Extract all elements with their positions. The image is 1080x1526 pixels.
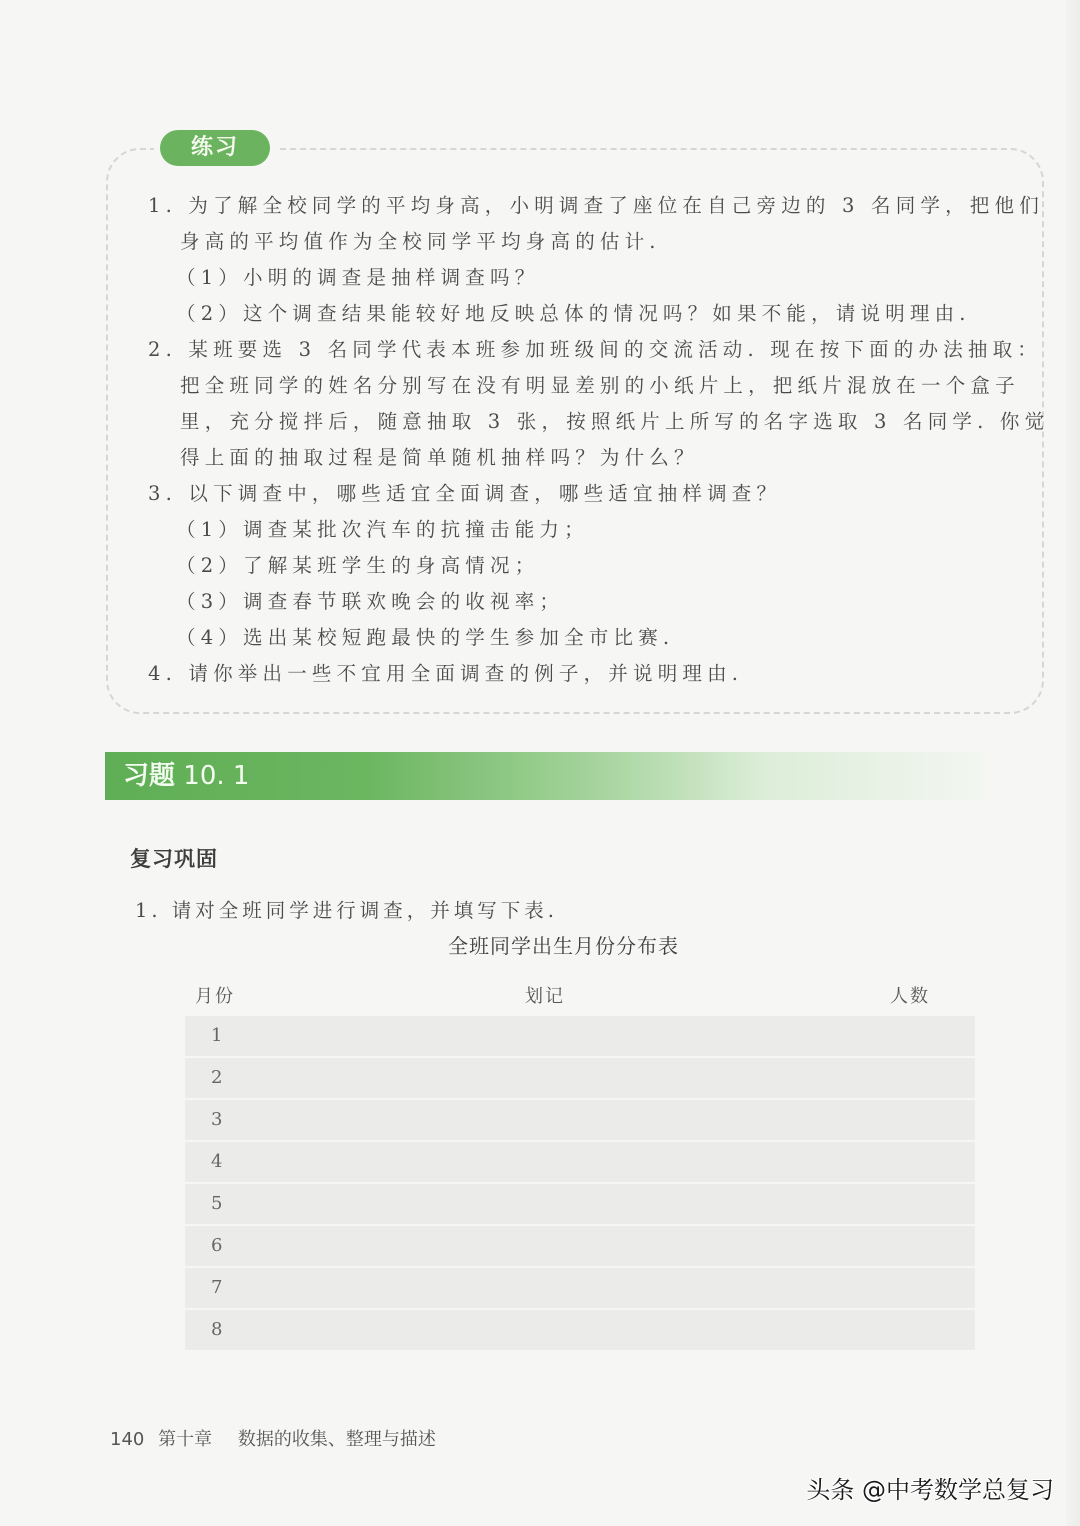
- month-cell: 8: [211, 1319, 223, 1340]
- page-number: 140: [110, 1429, 145, 1450]
- table-row: [185, 1016, 975, 1056]
- table-header: [185, 972, 975, 1016]
- practice-q3-part2: （2）了解某班学生的身高情况；: [176, 554, 540, 577]
- birth-month-table: [185, 972, 975, 1352]
- practice-q3: 3. 以下调查中，哪些适宜全面调查，哪些适宜抽样调查？: [148, 482, 782, 505]
- exercise-banner: [105, 752, 985, 800]
- table-row: [185, 1184, 975, 1224]
- header-tally: 划记: [525, 986, 565, 1007]
- section-heading: 复习巩固: [130, 847, 218, 871]
- month-cell: 1: [211, 1025, 223, 1046]
- practice-badge: 练习: [160, 130, 270, 166]
- practice-q2-line3: 里，充分搅拌后，随意抽取 3 张，按照纸片上所写的名字选取 3 名同学. 你觉: [180, 410, 1050, 433]
- practice-q1-line1: 1. 为了解全校同学的平均身高，小明调查了座位在自己旁边的 3 名同学，把他们: [148, 194, 1044, 217]
- table-row: [185, 1226, 975, 1266]
- practice-q3-part1: （1）调查某批次汽车的抗撞击能力；: [176, 518, 589, 541]
- table-row: [185, 1058, 975, 1098]
- page-footer: [110, 1425, 436, 1451]
- chapter-label: 第十章: [158, 1429, 213, 1450]
- practice-q3-part4: （4）选出某校短跑最快的学生参加全市比赛.: [176, 626, 675, 649]
- chapter-title: 数据的收集、整理与描述: [237, 1429, 436, 1450]
- header-month: 月份: [195, 986, 235, 1007]
- month-cell: 3: [211, 1109, 223, 1130]
- month-cell: 4: [211, 1151, 223, 1172]
- exercise-title-number: 10. 1: [175, 761, 250, 791]
- page-edge: [1066, 0, 1080, 1526]
- table-row: [185, 1100, 975, 1140]
- practice-q3-part3: （3）调查春节联欢晚会的收视率；: [176, 590, 565, 613]
- month-cell: 6: [211, 1235, 223, 1256]
- table-row: [185, 1310, 975, 1350]
- practice-q1-part2: （2）这个调查结果能较好地反映总体的情况吗？如果不能，请说明理由.: [176, 302, 971, 325]
- header-count: 人数: [890, 986, 930, 1007]
- practice-q2-line4: 得上面的抽取过程是简单随机抽样吗？为什么？: [180, 446, 699, 469]
- month-cell: 5: [211, 1193, 223, 1214]
- table-title: 全班同学出生月份分布表: [448, 934, 679, 958]
- practice-q2-line2: 把全班同学的姓名分别写在没有明显差别的小纸片上，把纸片混放在一个盒子: [180, 374, 1020, 397]
- month-cell: 2: [211, 1067, 223, 1088]
- exercise-title-label: 习题: [123, 761, 176, 791]
- table-row: [185, 1142, 975, 1182]
- month-cell: 7: [211, 1277, 223, 1298]
- review-question-1: 1. 请对全班同学进行调查，并填写下表.: [135, 899, 559, 922]
- exercise-title: [123, 752, 249, 800]
- practice-q1-part1: （1）小明的调查是抽样调查吗？: [176, 266, 540, 289]
- table-row: [185, 1268, 975, 1308]
- practice-q1-line2: 身高的平均值作为全校同学平均身高的估计.: [180, 230, 661, 253]
- practice-q2-line1: 2. 某班要选 3 名同学代表本班参加班级间的交流活动. 现在按下面的办法抽取：: [148, 338, 1043, 361]
- watermark: 头条 @中考数学总复习: [806, 1476, 1054, 1504]
- practice-q4: 4. 请你举出一些不宜用全面调查的例子，并说明理由.: [148, 662, 744, 685]
